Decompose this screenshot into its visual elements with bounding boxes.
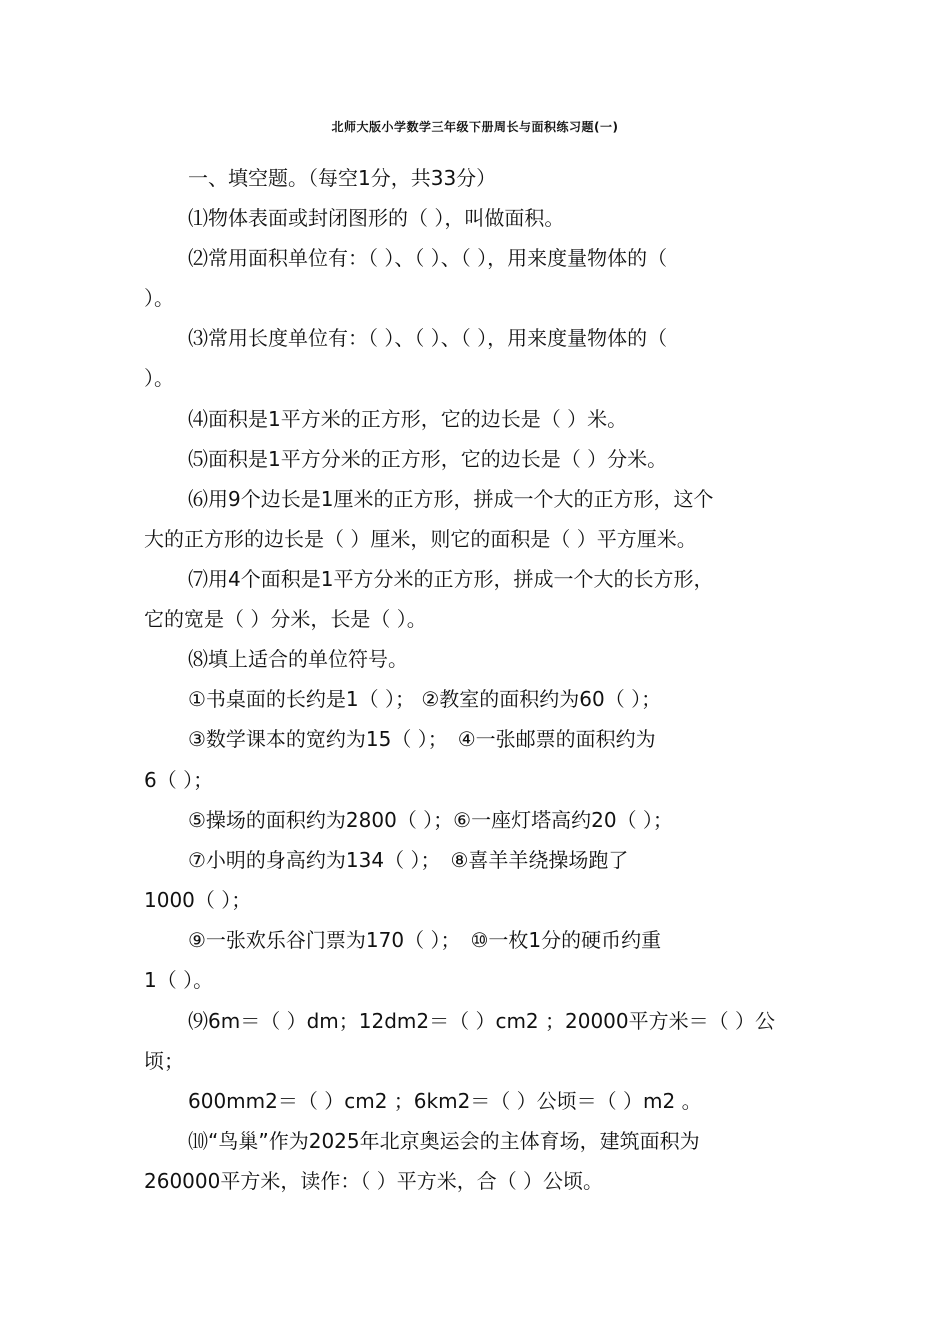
question-8-item-1: ①书桌面的长约是1（ ）； ②教室的面积约为60（ ）； — [188, 687, 662, 711]
question-2-line-2: ）。 — [144, 286, 174, 310]
question-9-line-1: ⑼6m＝（ ）dm；12dm2＝（ ）cm2 ；20000平方米＝（ ）公 — [188, 1009, 775, 1033]
question-8-item-4-line-1: ⑦小明的身高约为134（ ）； ⑧喜羊羊绕操场跑了 — [188, 848, 629, 872]
question-8-item-5-line-2: 1（ ）。 — [144, 968, 214, 992]
question-3-line-2: ）。 — [144, 366, 174, 390]
question-8-item-2-line-1: ③数学课本的宽约为15（ ）； ④一张邮票的面积约为 — [188, 727, 656, 751]
page-title: 北师大版小学数学三年级下册周长与面积练习题(一) — [331, 120, 619, 134]
question-3-line-1: ⑶常用长度单位有：（ ）、（ ）、（ ），用来度量物体的（ — [188, 326, 668, 350]
question-9-line-2: 顷； — [144, 1049, 184, 1073]
question-9-line-3: 600mm2＝（ ）cm2 ；6km2＝（ ）公顷＝（ ）m2 。 — [188, 1089, 702, 1113]
question-6-line-1: ⑹用9个边长是1厘米的正方形，拼成一个大的正方形，这个 — [188, 487, 714, 511]
question-8-item-4-line-2: 1000（ ）； — [144, 888, 252, 912]
question-6-line-2: 大的正方形的边长是（ ）厘米，则它的面积是（ ）平方厘米。 — [144, 527, 697, 551]
question-2-line-1: ⑵常用面积单位有：（ ）、（ ）、（ ），用来度量物体的（ — [188, 246, 668, 270]
question-8-item-2-line-2: 6（ ）； — [144, 768, 214, 792]
question-10-line-2: 260000平方米，读作：（ ）平方米，合（ ）公顷。 — [144, 1169, 604, 1193]
question-7-line-1: ⑺用4个面积是1平方分米的正方形，拼成一个大的长方形， — [188, 567, 714, 591]
question-7-line-2: 它的宽是（ ）分米，长是（ ）。 — [144, 607, 427, 631]
question-8-item-5-line-1: ⑨一张欢乐谷门票为170（ ）； ⑩一枚1分的硬币约重 — [188, 928, 662, 952]
section-heading: 一、填空题。（每空1分，共33分） — [188, 166, 497, 190]
question-10-line-1: ⑽“鸟巢”作为2025年北京奥运会的主体育场，建筑面积为 — [188, 1129, 700, 1153]
question-8: ⑻填上适合的单位符号。 — [188, 647, 408, 671]
question-1: ⑴物体表面或封闭图形的（ ），叫做面积。 — [188, 206, 565, 230]
question-4: ⑷面积是1平方米的正方形，它的边长是（ ）米。 — [188, 407, 628, 431]
question-5: ⑸面积是1平方分米的正方形，它的边长是（ ）分米。 — [188, 447, 668, 471]
question-8-item-3: ⑤操场的面积约为2800（ ）；⑥一座灯塔高约20（ ）； — [188, 808, 673, 832]
